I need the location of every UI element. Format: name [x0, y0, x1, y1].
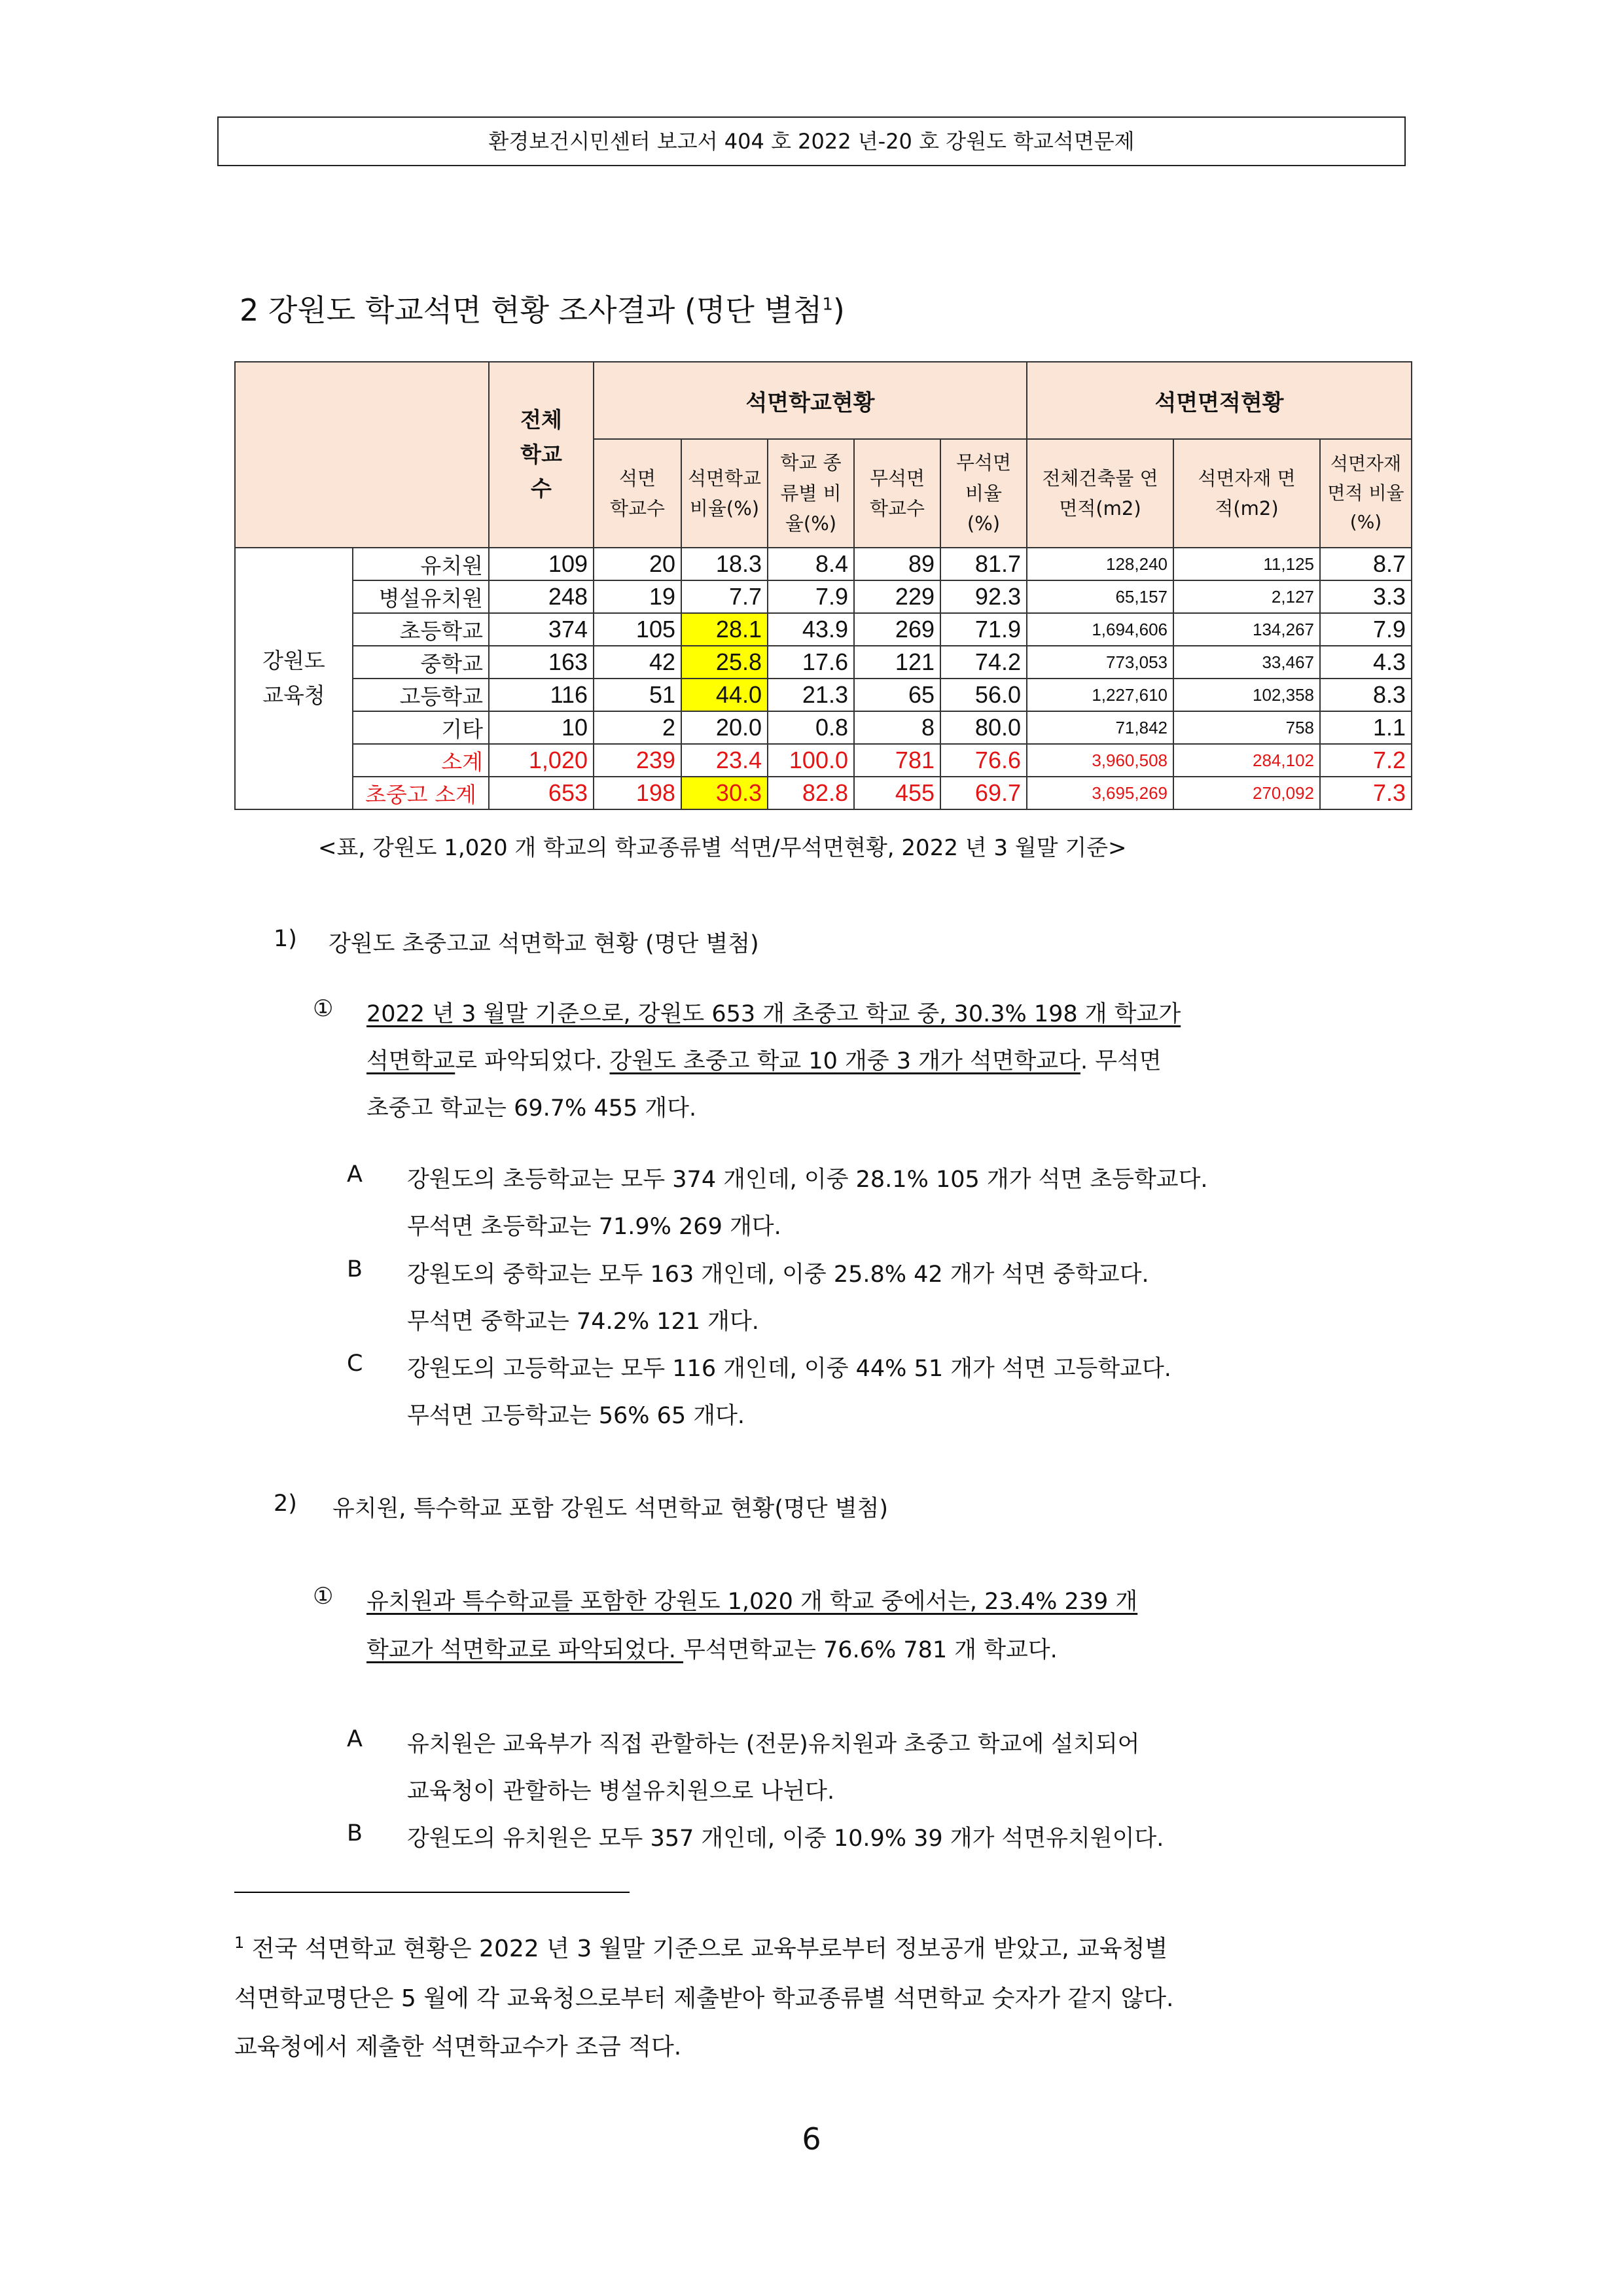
cell-total-area: 71,842	[1027, 711, 1173, 744]
page-number: 6	[802, 2121, 821, 2157]
s1-number: 1)	[274, 926, 297, 952]
cell-total-area: 1,227,610	[1027, 679, 1173, 711]
s2-para-line2	[366, 1632, 1058, 1665]
report-header: 환경보건시민센터 보고서 404 호 2022 년-20 호 강원도 학교석면문제	[217, 116, 1406, 166]
footnote-ref: 1	[822, 294, 833, 315]
subtotal-label: 소계	[353, 744, 489, 777]
esh-subtotal-label: 초중고 소계	[353, 777, 489, 809]
esh-subtotal-free-ratio: 69.7	[940, 777, 1027, 809]
cell-material-area: 758	[1173, 711, 1320, 744]
cell-material-area: 102,358	[1173, 679, 1320, 711]
cell-type-ratio: 17.6	[768, 646, 854, 679]
th-asbestos-schools-group: 석면학교현황	[594, 362, 1027, 439]
subtotal-free-ratio: 76.6	[940, 744, 1027, 777]
esh-subtotal-total: 653	[489, 777, 594, 809]
cell-asbestos-ratio: 28.1	[681, 613, 768, 646]
s2-sub-b-line1: 강원도의 유치원은 모두 357 개인데, 이중 10.9% 39 개가 석면유치원이다.	[407, 1826, 1164, 1852]
cell-total: 109	[489, 548, 594, 580]
cell-type-ratio: 7.9	[768, 580, 854, 613]
s1-para-rest: 로 파악되었다.	[455, 1048, 610, 1074]
asbestos-status-table	[234, 361, 1412, 810]
s1-sub-a-line2: 무석면 초등학교는 71.9% 269 개다.	[407, 1214, 781, 1240]
s1-sub-a-letter: A	[347, 1161, 363, 1188]
s1-para-u3: 강원도 초중고 학교 10 개중 3 개가 석면학교다	[609, 1048, 1080, 1074]
th-asbestos-ratio: 석면학교 비율(%)	[681, 439, 768, 548]
section-title-close: )	[832, 292, 845, 328]
cell-total-area: 773,053	[1027, 646, 1173, 679]
cell-free-ratio: 80.0	[940, 711, 1027, 744]
subtotal-type-ratio: 100.0	[768, 744, 854, 777]
s2-sub-a-line2: 교육청이 관할하는 병설유치원으로 나뉜다.	[407, 1778, 835, 1805]
cell-free: 229	[854, 580, 940, 613]
header-corner	[235, 362, 489, 548]
row-label: 기타	[353, 711, 489, 744]
cell-type-ratio: 8.4	[768, 548, 854, 580]
footnote-line1	[234, 1930, 1168, 1964]
th-material-area: 석면자재 면적(m2)	[1173, 439, 1320, 548]
cell-material-area: 11,125	[1173, 548, 1320, 580]
s2-para-u2: 학교가 석면학교로 파악되었다.	[366, 1637, 684, 1663]
cell-material-area: 134,267	[1173, 613, 1320, 646]
cell-asbestos-ratio: 44.0	[681, 679, 768, 711]
th-asbestos-area-group: 석면면적현황	[1027, 362, 1412, 439]
s1-para-end: . 무석면	[1080, 1048, 1162, 1074]
cell-free-ratio: 74.2	[940, 646, 1027, 679]
s1-item-marker: ①	[313, 996, 334, 1022]
s1-para-u2: 석면학교	[366, 1048, 455, 1074]
cell-asbestos-ratio: 18.3	[681, 548, 768, 580]
region-cell: 강원도 교육청	[235, 548, 353, 809]
th-total-area: 전체건축물 연면적(m2)	[1027, 439, 1173, 548]
cell-free: 269	[854, 613, 940, 646]
cell-free-ratio: 56.0	[940, 679, 1027, 711]
s2-item-marker: ①	[313, 1583, 334, 1610]
cell-type-ratio: 21.3	[768, 679, 854, 711]
s2-sub-b-letter: B	[347, 1820, 363, 1846]
row-label: 유치원	[353, 548, 489, 580]
s1-sub-c-line1: 강원도의 고등학교는 모두 116 개인데, 이중 44% 51 개가 석면 고등학교다.	[407, 1356, 1171, 1382]
cell-total-area: 128,240	[1027, 548, 1173, 580]
row-label: 고등학교	[353, 679, 489, 711]
th-free-ratio: 무석면 비율(%)	[940, 439, 1027, 548]
cell-total-area: 65,157	[1027, 580, 1173, 613]
esh-subtotal-total-area: 3,695,269	[1027, 777, 1173, 809]
s1-sub-b-line2: 무석면 중학교는 74.2% 121 개다.	[407, 1309, 759, 1335]
esh-subtotal-material-ratio: 7.3	[1320, 777, 1412, 809]
cell-total: 374	[489, 613, 594, 646]
row-label: 중학교	[353, 646, 489, 679]
cell-free: 65	[854, 679, 940, 711]
esh-subtotal-asbestos-ratio: 30.3	[681, 777, 768, 809]
subtotal-asbestos-ratio: 23.4	[681, 744, 768, 777]
cell-total: 163	[489, 646, 594, 679]
subtotal-material-area: 284,102	[1173, 744, 1320, 777]
subtotal-total: 1,020	[489, 744, 594, 777]
subtotal-material-ratio: 7.2	[1320, 744, 1412, 777]
th-free-count: 무석면 학교수	[854, 439, 940, 548]
th-type-ratio: 학교 종류별 비율(%)	[768, 439, 854, 548]
cell-total: 10	[489, 711, 594, 744]
s2-sub-a-letter: A	[347, 1726, 363, 1752]
cell-asbestos-ratio: 25.8	[681, 646, 768, 679]
s1-para-line1: 2022 년 3 월말 기준으로, 강원도 653 개 초중고 학교 중, 30.3% 198 개 학교가	[366, 1001, 1181, 1027]
esh-subtotal-free: 455	[854, 777, 940, 809]
section-title-text: 2 강원도 학교석면 현황 조사결과 (명단 별첨	[240, 292, 823, 328]
cell-material-ratio: 4.3	[1320, 646, 1412, 679]
subtotal-total-area: 3,960,508	[1027, 744, 1173, 777]
cell-total-area: 1,694,606	[1027, 613, 1173, 646]
section-title	[240, 287, 845, 330]
cell-free-ratio: 71.9	[940, 613, 1027, 646]
s2-para-rest: 무석면학교는 76.6% 781 개 학교다.	[683, 1637, 1058, 1663]
s2-para-line1: 유치원과 특수학교를 포함한 강원도 1,020 개 학교 중에서는, 23.4% 239 개	[366, 1589, 1138, 1615]
s1-sub-c-letter: C	[347, 1351, 363, 1377]
s1-para-line2	[366, 1043, 1162, 1076]
th-total-schools: 전체 학교수	[489, 362, 594, 548]
cell-material-area: 2,127	[1173, 580, 1320, 613]
s1-title: 강원도 초중고교 석면학교 현황 (명단 별첨)	[329, 931, 759, 957]
esh-subtotal-material-area: 270,092	[1173, 777, 1320, 809]
cell-material-ratio: 8.7	[1320, 548, 1412, 580]
cell-asbestos: 20	[594, 548, 681, 580]
cell-free-ratio: 92.3	[940, 580, 1027, 613]
footnote-text1: 전국 석면학교 현황은 2022 년 3 월말 기준으로 교육부로부터 정보공개 받았고, 교육청별	[251, 1935, 1168, 1962]
s1-sub-b-line1: 강원도의 중학교는 모두 163 개인데, 이중 25.8% 42 개가 석면 중학교다.	[407, 1262, 1149, 1288]
cell-total: 116	[489, 679, 594, 711]
cell-total: 248	[489, 580, 594, 613]
s1-sub-c-line2: 무석면 고등학교는 56% 65 개다.	[407, 1403, 745, 1429]
s1-para-line3: 초중고 학교는 69.7% 455 개다.	[366, 1095, 697, 1122]
cell-asbestos: 105	[594, 613, 681, 646]
cell-material-area: 33,467	[1173, 646, 1320, 679]
cell-material-ratio: 8.3	[1320, 679, 1412, 711]
cell-free: 8	[854, 711, 940, 744]
cell-asbestos: 19	[594, 580, 681, 613]
row-label: 병설유치원	[353, 580, 489, 613]
th-asbestos-count: 석면 학교수	[594, 439, 681, 548]
footnote-separator	[234, 1892, 630, 1893]
row-label: 초등학교	[353, 613, 489, 646]
s2-number: 2)	[274, 1491, 297, 1517]
subtotal-asbestos: 239	[594, 744, 681, 777]
cell-free-ratio: 81.7	[940, 548, 1027, 580]
footnote-line3: 교육청에서 제출한 석면학교수가 조금 적다.	[234, 2034, 682, 2060]
cell-free: 121	[854, 646, 940, 679]
cell-type-ratio: 43.9	[768, 613, 854, 646]
cell-material-ratio: 3.3	[1320, 580, 1412, 613]
cell-asbestos: 51	[594, 679, 681, 711]
s2-title: 유치원, 특수학교 포함 강원도 석면학교 현황(명단 별첨)	[332, 1496, 889, 1522]
cell-material-ratio: 1.1	[1320, 711, 1412, 744]
footnote-line2: 석면학교명단은 5 월에 각 교육청으로부터 제출받아 학교종류별 석면학교 숫자가 같지 않다.	[234, 1985, 1174, 2012]
subtotal-free: 781	[854, 744, 940, 777]
cell-free: 89	[854, 548, 940, 580]
esh-subtotal-type-ratio: 82.8	[768, 777, 854, 809]
s1-sub-a-line1: 강원도의 초등학교는 모두 374 개인데, 이중 28.1% 105 개가 석면 초등학교다.	[407, 1167, 1208, 1193]
table-caption: <표, 강원도 1,020 개 학교의 학교종류별 석면/무석면현황, 2022 년 3 월말 기준>	[318, 835, 1127, 861]
cell-asbestos-ratio: 7.7	[681, 580, 768, 613]
footnote-mark: 1	[234, 1934, 245, 1952]
cell-type-ratio: 0.8	[768, 711, 854, 744]
s2-sub-a-line1: 유치원은 교육부가 직접 관할하는 (전문)유치원과 초중고 학교에 설치되어	[407, 1731, 1140, 1757]
th-material-ratio: 석면자재 면적 비율(%)	[1320, 439, 1412, 548]
cell-material-ratio: 7.9	[1320, 613, 1412, 646]
cell-asbestos: 42	[594, 646, 681, 679]
s1-sub-b-letter: B	[347, 1256, 363, 1282]
esh-subtotal-asbestos: 198	[594, 777, 681, 809]
cell-asbestos: 2	[594, 711, 681, 744]
cell-asbestos-ratio: 20.0	[681, 711, 768, 744]
